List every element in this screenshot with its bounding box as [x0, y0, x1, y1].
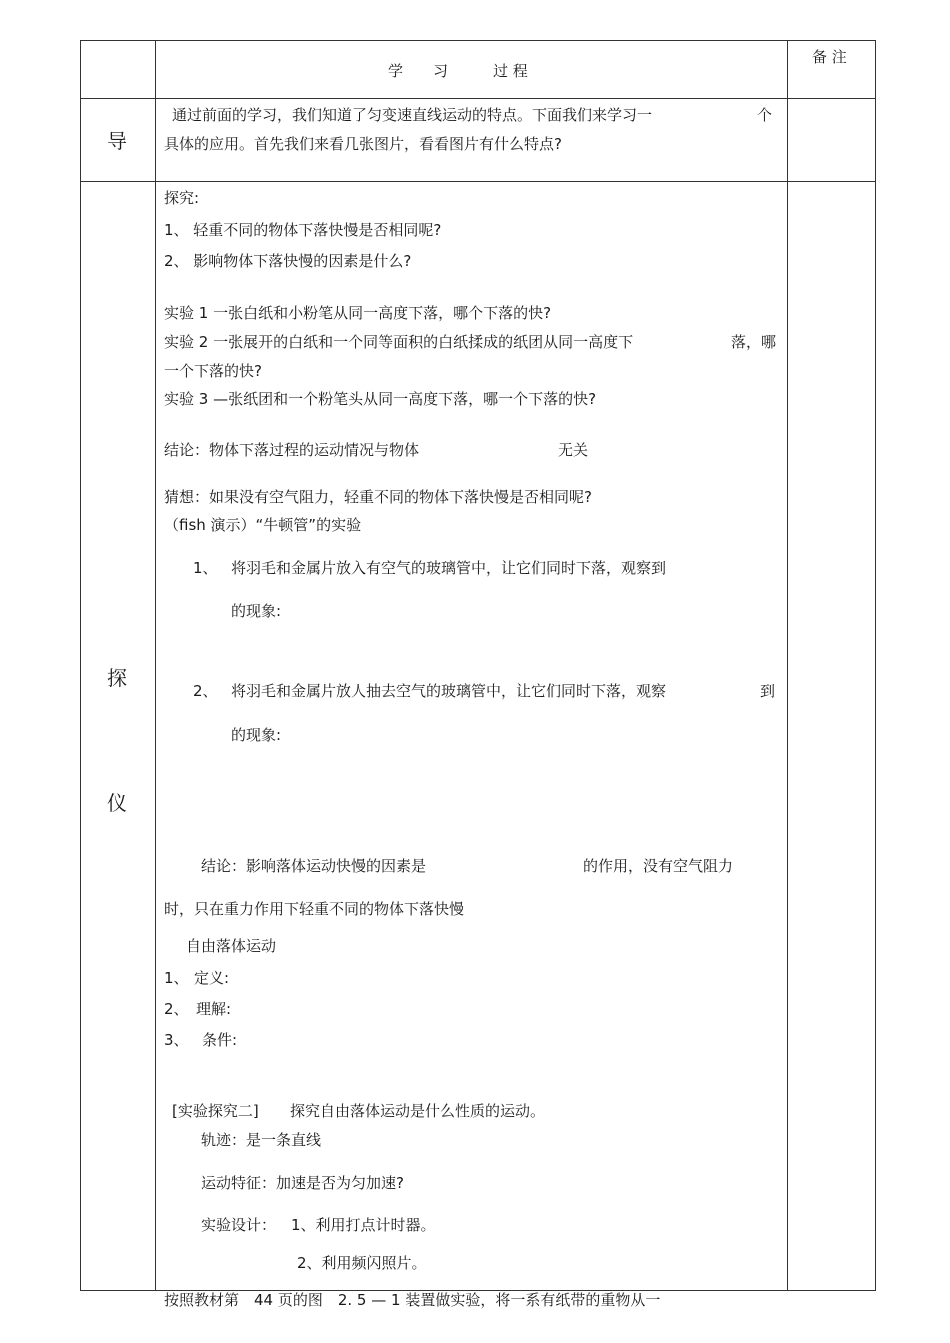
remarks-column-border — [787, 40, 788, 1291]
step-2-number: 2、 — [193, 682, 218, 700]
experiment-1: 实验 1 一张白纸和小粉笔从同一高度下落，哪个下落的快? — [164, 304, 552, 322]
header-process: 学 习 过 程 — [388, 62, 528, 80]
step-2-tail: 到 — [760, 682, 776, 700]
free-fall-heading: 自由落体运动 — [186, 937, 277, 955]
dao-line2: 具体的应用。首先我们来看几张图片，看看图片有什么特点? — [164, 135, 562, 153]
definition-label: 定义: — [194, 969, 230, 987]
step-2-text: 将羽毛和金属片放人抽去空气的玻璃管中，让它们同时下落，观察 — [231, 682, 667, 700]
experiment-two-tag: [实验探究二] — [172, 1102, 259, 1120]
label-column-border — [155, 40, 156, 1291]
footer-text: 按照教材第 44 页的图 2. 5 — 1 装置做实验，将一系有纸带的重物从一 — [164, 1291, 661, 1309]
question-2: 2、 影响物体下落快慢的因素是什么? — [164, 252, 412, 270]
trajectory: 轨迹：是一条直线 — [201, 1131, 322, 1149]
conclusion-2-cont: 时，只在重力作用下轻重不同的物体下落快慢 — [164, 900, 465, 918]
table-top-border — [80, 40, 876, 41]
row-label-yi: 仪 — [107, 791, 127, 815]
experiment-2: 实验 2 一张展开的白纸和一个同等面积的白纸揉成的纸团从同一高度下 — [164, 333, 634, 351]
header-remarks: 备 注 — [812, 48, 847, 66]
dao-row-border — [80, 181, 876, 182]
question-1: 1、 轻重不同的物体下落快慢是否相同呢? — [164, 221, 442, 239]
understanding-number: 2、 — [164, 1000, 189, 1018]
demo-heading: （fish 演示）“牛顿管”的实验 — [164, 516, 362, 534]
condition-number: 3、 — [164, 1031, 189, 1049]
motion-feature: 运动特征：加速是否为匀加速? — [201, 1174, 404, 1192]
row-label-dao: 导 — [107, 129, 127, 153]
condition-label: 条件: — [202, 1031, 238, 1049]
table-left-border — [80, 40, 81, 1291]
step-2-cont: 的现象: — [231, 726, 282, 744]
row-label-tan: 探 — [107, 666, 127, 690]
conclusion-2: 结论：影响落体运动快慢的因素是 — [201, 857, 427, 875]
conclusion-1: 结论：物体下落过程的运动情况与物体 — [164, 441, 420, 459]
step-1-cont: 的现象: — [231, 602, 282, 620]
dao-line1-tail: 个 — [757, 106, 773, 124]
header-row-border — [80, 98, 876, 99]
experiment-two-title: 探究自由落体运动是什么性质的运动。 — [290, 1102, 546, 1120]
understanding-label: 理解: — [196, 1000, 232, 1018]
conclusion-1-tail: 无关 — [558, 441, 589, 459]
step-1-text: 将羽毛和金属片放入有空气的玻璃管中，让它们同时下落，观察到 — [231, 559, 667, 577]
guess: 猜想：如果没有空气阻力，轻重不同的物体下落快慢是否相同呢? — [164, 488, 592, 506]
design-method-2: 2、利用频闪照片。 — [297, 1254, 427, 1272]
conclusion-2-mid: 的作用，没有空气阻力 — [583, 857, 734, 875]
design-method-1: 1、利用打点计时器。 — [291, 1216, 436, 1234]
step-1-number: 1、 — [193, 559, 218, 577]
experiment-2-cont: 一个下落的快? — [164, 362, 262, 380]
design-label: 实验设计： — [201, 1216, 277, 1234]
experiment-2-tail: 落，哪 — [731, 333, 777, 351]
explore-heading: 探究: — [164, 189, 200, 207]
experiment-3: 实验 3 —张纸团和一个粉笔头从同一高度下落，哪一个下落的快? — [164, 390, 597, 408]
table-right-border — [875, 40, 876, 1291]
definition-number: 1、 — [164, 969, 189, 987]
dao-line1: 通过前面的学习，我们知道了匀变速直线运动的特点。下面我们来学习一 — [172, 106, 653, 124]
